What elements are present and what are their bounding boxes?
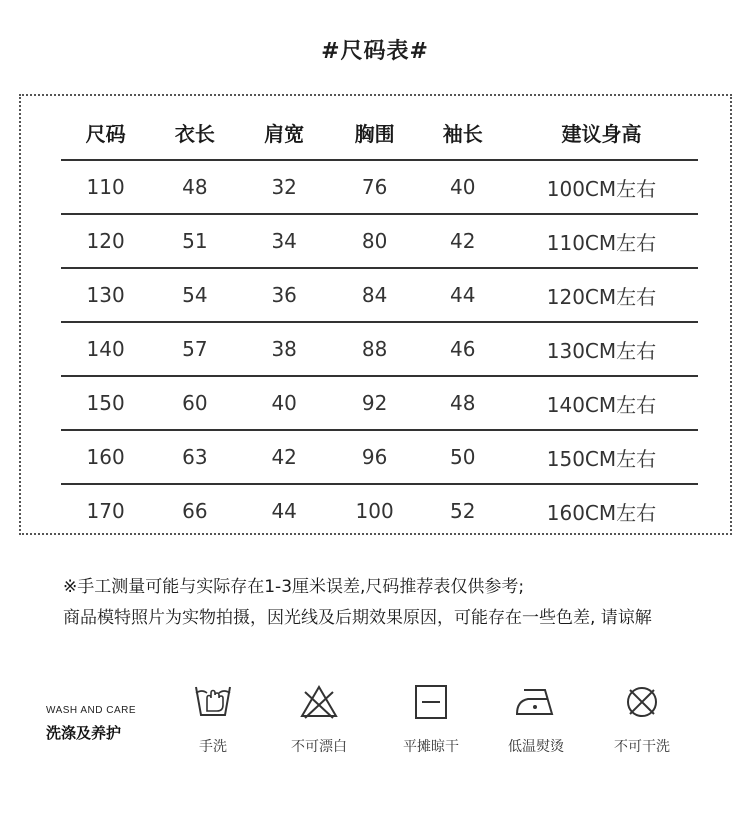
header-shoulder: 肩宽 [240, 106, 329, 160]
care-label-flat-dry: 平摊晾干 [403, 739, 459, 755]
cell-chest: 88 [329, 322, 421, 376]
page-title: #尺码表# [321, 39, 429, 64]
care-heading-cn: 洗涤及养护 [46, 724, 122, 742]
cell-length: 57 [150, 322, 239, 376]
no-dry-clean-icon [622, 684, 662, 720]
cell-size: 120 [61, 214, 150, 268]
cell-length: 66 [182, 499, 208, 523]
table-row [61, 376, 698, 430]
cell-size: 150 [61, 376, 150, 430]
cell-height: 130CM左右 [505, 322, 698, 376]
cell-height: 150CM左右 [505, 430, 698, 484]
cell-chest: 96 [329, 430, 421, 484]
cell-sleeve: 42 [420, 214, 504, 268]
care-heading [46, 705, 136, 743]
header-size: 尺码 [61, 106, 150, 160]
color-disclaimer-note: 商品模特照片为实物拍摄，因光线及后期效果原因，可能存在一些色差, 请谅解 [63, 608, 652, 628]
table-header-row [61, 106, 698, 160]
cell-height: 120CM左右 [505, 268, 698, 322]
cell-length: 60 [150, 376, 239, 430]
header-length: 衣长 [150, 106, 239, 160]
cell-sleeve: 50 [420, 430, 504, 484]
care-label-low-iron: 低温熨烫 [508, 739, 564, 755]
cell-height: 110CM左右 [505, 214, 698, 268]
cell-sleeve: 48 [420, 376, 504, 430]
cell-sleeve: 46 [420, 322, 504, 376]
cell-size: 130 [61, 268, 150, 322]
header-sleeve: 袖长 [420, 106, 504, 160]
cell-chest: 92 [329, 376, 421, 430]
cell-length: 54 [150, 268, 239, 322]
cell-sleeve: 44 [420, 268, 504, 322]
cell-size: 160 [61, 430, 150, 484]
table-row [61, 430, 698, 484]
cell-size: 110 [61, 160, 150, 214]
care-item-low-iron [491, 684, 581, 756]
care-item-no-bleach [274, 684, 364, 756]
cell-length: 51 [150, 214, 239, 268]
cell-shoulder: 34 [240, 214, 329, 268]
cell-shoulder: 44 [271, 499, 297, 523]
cell-shoulder: 38 [240, 322, 329, 376]
cell-length: 48 [150, 160, 239, 214]
care-heading-en: WASH AND CARE [46, 705, 137, 716]
care-item-flat-dry [386, 684, 476, 756]
header-height: 建议身高 [505, 106, 698, 160]
cell-sleeve: 40 [420, 160, 504, 214]
cell-shoulder: 42 [240, 430, 329, 484]
size-chart-box [19, 94, 732, 535]
no-bleach-icon [299, 684, 339, 720]
header-chest: 胸围 [329, 106, 421, 160]
size-chart-table [61, 106, 698, 537]
cell-height: 100CM左右 [505, 160, 698, 214]
table-row [61, 268, 698, 322]
cell-size: 140 [61, 322, 150, 376]
care-item-no-dry-clean [597, 684, 687, 756]
table-row [61, 160, 698, 214]
cell-sleeve: 52 [449, 499, 476, 523]
cell-chest: 84 [329, 268, 421, 322]
cell-length: 63 [150, 430, 239, 484]
cell-shoulder: 32 [240, 160, 329, 214]
cell-height: 140CM左右 [505, 376, 698, 430]
cell-chest: 76 [329, 160, 421, 214]
care-label-hand-wash: 手洗 [199, 739, 227, 755]
hand-wash-icon [193, 684, 233, 720]
measurement-note: ※手工测量可能与实际存在1-3厘米误差,尺码推荐表仅供参考; [63, 577, 525, 597]
flat-dry-icon [411, 684, 451, 720]
care-item-hand-wash [168, 684, 258, 756]
care-label-no-bleach: 不可漂白 [291, 739, 347, 755]
table-row [61, 484, 698, 537]
cell-chest: 100 [355, 499, 394, 523]
cell-height: 160CM左右 [546, 500, 657, 525]
cell-chest: 80 [329, 214, 421, 268]
table-row [61, 214, 698, 268]
table-row [61, 322, 698, 376]
low-iron-icon [514, 684, 558, 720]
cell-shoulder: 40 [240, 376, 329, 430]
cell-shoulder: 36 [240, 268, 329, 322]
care-label-no-dry-clean: 不可干洗 [614, 739, 670, 755]
cell-size: 170 [86, 499, 125, 523]
